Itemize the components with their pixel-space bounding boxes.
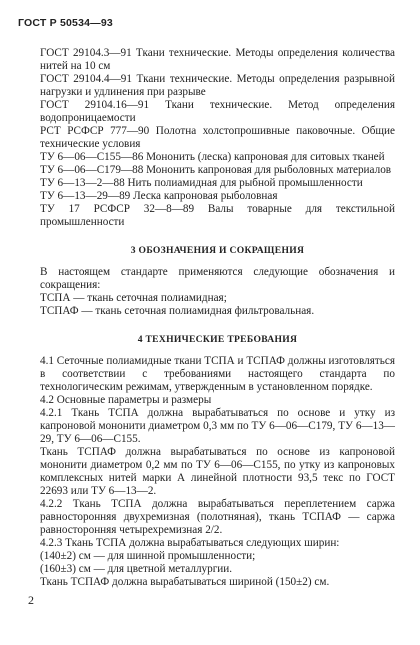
- page-header: ГОСТ Р 50534—93: [18, 17, 113, 29]
- document-body: [40, 47, 395, 589]
- width-item: (140±2) см — для шинной промышленности;: [40, 550, 256, 562]
- abbreviation-item: ТСПА — ткань сеточная полиамидная;: [40, 292, 227, 304]
- reference-entry: ГОСТ 29104.3—91 Ткани технические. Методы определения количества нитей на 10 см: [40, 47, 395, 72]
- reference-entry: ТУ 6—13—29—89 Леска капроновая рыболовная: [40, 190, 278, 202]
- section-3-intro: В настоящем стандарте применяются следующие обозначения и сокращения:: [40, 266, 395, 291]
- section-4-title: 4 ТЕХНИЧЕСКИЕ ТРЕБОВАНИЯ: [137, 334, 298, 345]
- paragraph: 4.1 Сеточные полиамидные ткани ТСПА и ТСПАФ должны изготовляться в соответствии с требованиями настоящего стандарта по технологическим режимам, утвержденным в установленном порядке.: [40, 355, 395, 393]
- reference-entry: ГОСТ 29104.16—91 Ткани технические. Метод определения водопроницаемости: [40, 99, 395, 124]
- paragraph: 4.2.2 Ткань ТСПА должна вырабатываться переплетением саржа равносторонняя двухремизная (полотняная), ткань ТСПАФ — саржа равносторонняя четырехремизная 2/2.: [40, 498, 395, 536]
- reference-entry: ТУ 6—06—С179—88 Мононить капроновая для рыболовных материалов: [40, 164, 392, 176]
- reference-entry: ГОСТ 29104.4—91 Ткани технические. Методы определения разрывной нагрузки и удлинения при разрыве: [40, 73, 395, 98]
- reference-entry: ТУ 17 РСФСР 32—8—89 Валы товарные для текстильной промышленности: [40, 203, 395, 228]
- reference-entry: РСТ РСФСР 777—90 Полотна холстопрошивные паковочные. Общие технические условия: [40, 125, 395, 150]
- paragraph: 4.2.1 Ткань ТСПА должна вырабатываться по основе и утку из капроновой мононити диаметром 0,3 мм по ТУ 6—06—С179, ТУ 6—13—29, ТУ 6—06—С155.: [40, 407, 395, 445]
- subsection-heading: 4.2 Основные параметры и размеры: [40, 394, 212, 406]
- paragraph: Ткань ТСПАФ должна вырабатываться по основе из капроновой мононити диаметром 0,2 мм по ТУ 6—06—С155, по утку из капроновых комплексных нитей марки А линейной плотности 93,5 текс по ГОСТ 22693 или ТУ 6—13—2.: [40, 446, 395, 497]
- paragraph: Ткань ТСПАФ должна вырабатываться шириной (150±2) см.: [40, 576, 330, 588]
- reference-entry: ТУ 6—06—С155—86 Мононить (леска) капроновая для ситовых тканей: [40, 151, 385, 163]
- reference-entry: ТУ 6—13—2—88 Нить полиамидная для рыбной промышленности: [40, 177, 363, 189]
- section-3-title: 3 ОБОЗНАЧЕНИЯ И СОКРАЩЕНИЯ: [130, 245, 305, 256]
- paragraph: 4.2.3 Ткань ТСПА должна вырабатываться следующих ширин:: [40, 537, 340, 549]
- page-number: 2: [28, 593, 34, 607]
- width-item: (160±3) см — для цветной металлургии.: [40, 563, 233, 575]
- abbreviation-item: ТСПАФ — ткань сеточная полиамидная фильтровальная.: [40, 305, 315, 317]
